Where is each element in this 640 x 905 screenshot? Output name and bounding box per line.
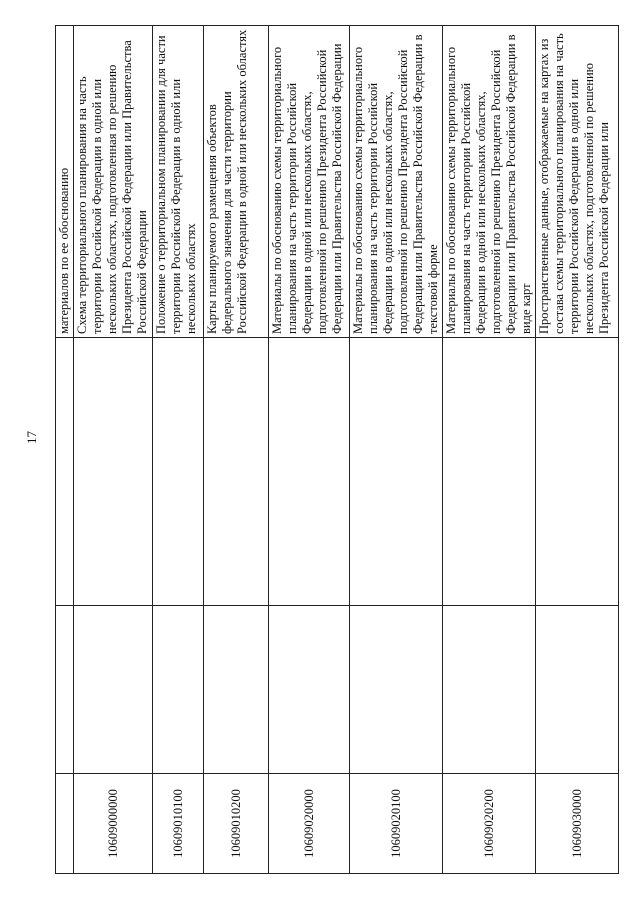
- code-cell: 10609020100: [350, 774, 443, 874]
- table-row: [153, 26, 204, 874]
- table-cell: [269, 338, 350, 606]
- table-header-row: [56, 26, 74, 874]
- table-cell: [443, 606, 536, 774]
- table-row: [74, 26, 153, 874]
- table-row: [536, 26, 619, 874]
- classifier-table: [55, 25, 619, 874]
- table-cell: [204, 606, 269, 774]
- page-number: 17: [24, 431, 39, 444]
- table-row: [443, 26, 536, 874]
- table-cell: [204, 338, 269, 606]
- code-cell: 10609020000: [269, 774, 350, 874]
- table-cell: [74, 338, 153, 606]
- table-cell: [153, 338, 204, 606]
- table-cell: [56, 774, 74, 874]
- description-cell: Положение о территориальном планировании для части территории Российской Федерации в одной или нескольких областях: [153, 26, 204, 338]
- description-cell: Материалы по обоснованию схемы территориального планирования на часть территории Российской Федерации в одной или нескольких областях, подготовленной по решению Президента Российской Федерации или Правительства Российской Федерации в текстовой форме: [350, 26, 443, 338]
- table-cell: [56, 606, 74, 774]
- description-cell: Материалы по обоснованию схемы территориального планирования на часть территории Российской Федерации в одной или нескольких областях, подготовленной по решению Президента Российской Федерации или Правительства Российской Федерации в виде карт: [443, 26, 536, 338]
- description-cell: Схема территориального планирования на часть территории Российской Федерации в одной или нескольких областях, подготовленная по решению Президента Российской Федерации или Правительства Российской Федерации: [74, 26, 153, 338]
- description-cell: Пространственные данные, отображаемые на картах из состава схемы территориального планирования на часть территории Российской Федерации в одной или нескольких областях, подготовленной по решению Президента Российской Федерации или: [536, 26, 619, 338]
- description-cell: Карты планируемого размещения объектов федерального значения для части территории Российской Федерации в одной или нескольких областях: [204, 26, 269, 338]
- table-cell: [74, 606, 153, 774]
- code-cell: 10609010200: [204, 774, 269, 874]
- table-cell: [350, 338, 443, 606]
- header-text-cell: материалов по ее обоснованию: [56, 26, 74, 338]
- rotated-table-container: [55, 26, 611, 874]
- table-cell: [536, 606, 619, 774]
- code-cell: 10609020200: [443, 774, 536, 874]
- table-cell: [153, 606, 204, 774]
- table-row: [269, 26, 350, 874]
- table-cell: [56, 338, 74, 606]
- table-cell: [269, 606, 350, 774]
- code-cell: 10609010100: [153, 774, 204, 874]
- table-row: [204, 26, 269, 874]
- table-cell: [350, 606, 443, 774]
- table-row: [350, 26, 443, 874]
- table-cell: [536, 338, 619, 606]
- table-cell: [443, 338, 536, 606]
- code-cell: 10609000000: [74, 774, 153, 874]
- description-cell: Материалы по обоснованию схемы территориального планирования на часть территории Российской Федерации в одной или нескольких областях, подготовленной по решению Президента Российской Федерации или Правительства Российской Федерации: [269, 26, 350, 338]
- code-cell: 10609030000: [536, 774, 619, 874]
